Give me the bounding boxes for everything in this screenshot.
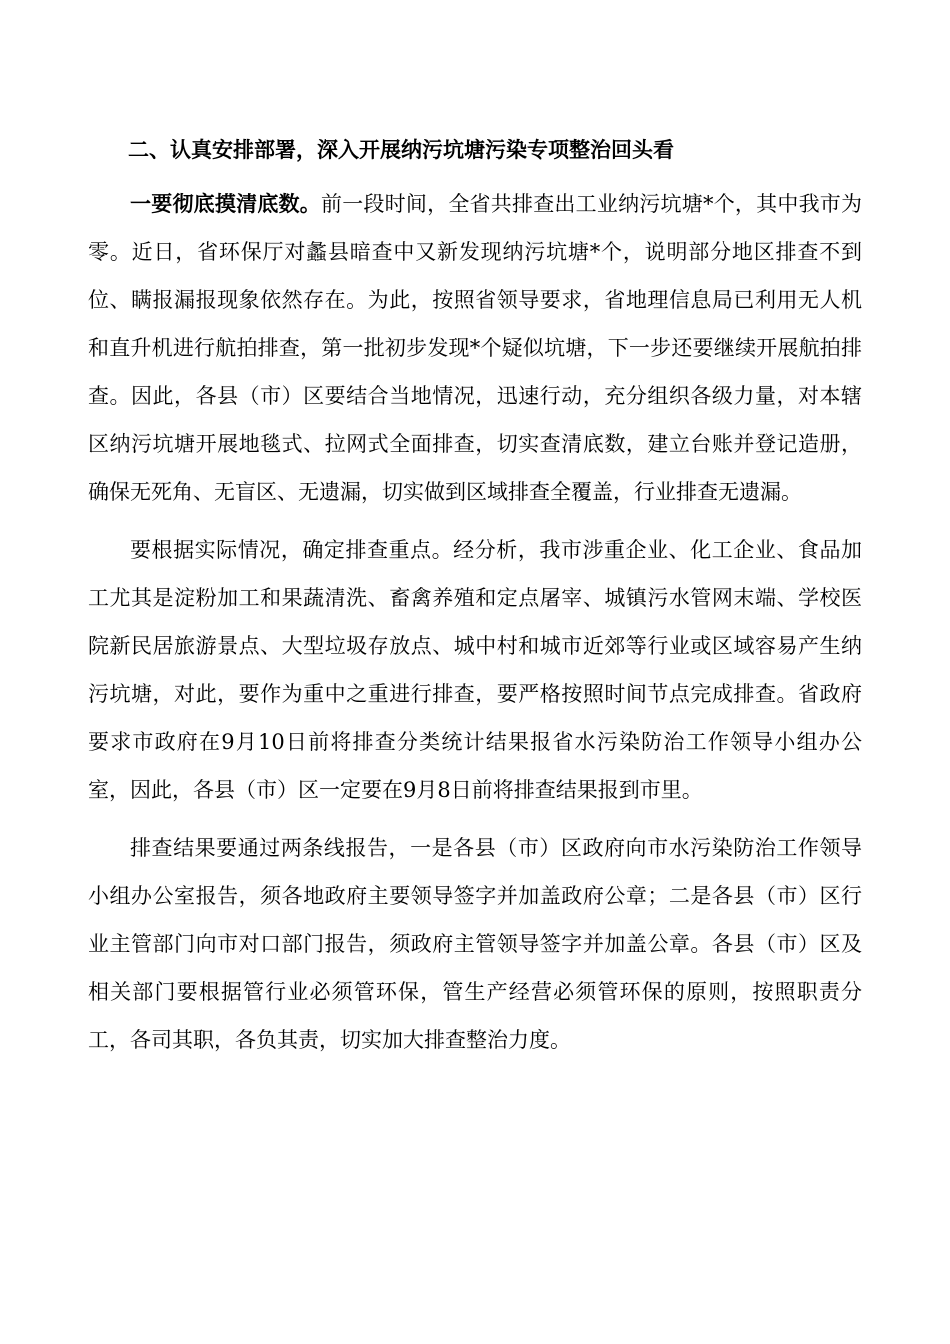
paragraph-text: 前一段时间，全省共排查出工业纳污坑塘*个，其中我市为零。近日，省环保厅对蠡县暗查中又新发现纳污坑塘*个，说明部分地区排查不到位、瞒报漏报现象依然存在。为此，按照省领导要求，省地理信息局已利用无人机和直升机进行航拍排查，第一批初步发现*个疑似坑塘，下一步还要继续开展航拍排查。因此，各县（市）区要结合当地情况，迅速行动，充分组织各级力量，对本辖区纳污坑塘开展地毯式、拉网式全面排查，切实查清底数，建立台账并登记造册，确保无死角、无盲区、无遗漏，切实做到区域排查全覆盖，行业排查无遗漏。 xyxy=(88,192,863,504)
paragraph-key-points: 要根据实际情况，确定排查重点。经分析，我市涉重企业、化工企业、食品加工尤其是淀粉加工和果蔬清洗、畜禽养殖和定点屠宰、城镇污水管网末端、学校医院新民居旅游景点、大型垃圾存放点、城中村和城市近郊等行业或区域容易产生纳污坑塘，对此，要作为重中之重进行排查，要严格按照时间节点完成排查。省政府要求市政府在9月10日前将排查分类统计结果报省水污染防治工作领导小组办公室，因此，各县（市）区一定要在9月8日前将排查结果报到市里。 xyxy=(88,538,862,802)
document-body xyxy=(88,130,862,1074)
paragraph-lead: 一要彻底摸清底数。 xyxy=(130,191,321,216)
paragraph-thoroughly-check xyxy=(88,180,862,516)
paragraph-reporting-lines: 排查结果要通过两条线报告，一是各县（市）区政府向市水污染防治工作领导小组办公室报告，须各地政府主要领导签字并加盖政府公章；二是各县（市）区行业主管部门向市对口部门报告，须政府主管领导签字并加盖公章。各县（市）区及相关部门要根据管行业必须管环保，管生产经营必须管环保的原则，按照职责分工，各司其职，各负其责，切实加大排查整治力度。 xyxy=(88,836,862,1052)
section-heading: 二、认真安排部署，深入开展纳污坑塘污染专项整治回头看 xyxy=(128,137,674,162)
